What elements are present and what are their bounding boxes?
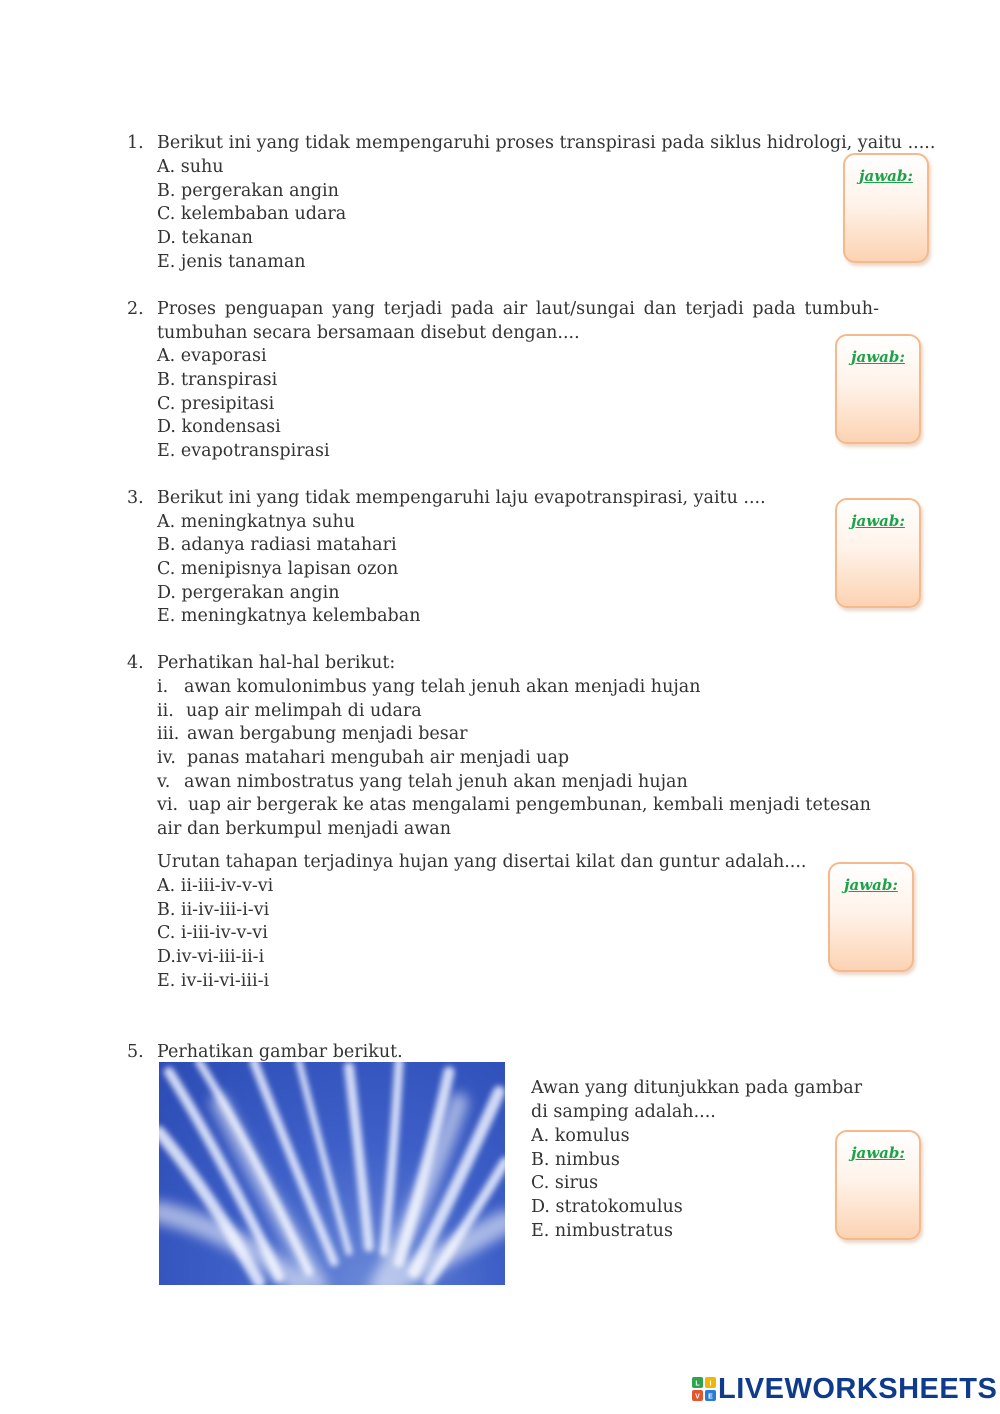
question-1-option-a: A. suhu [157,157,224,177]
logo-badge-letter: E [708,1393,713,1401]
logo-badge-icon [692,1377,716,1401]
question-3-option-b: B. adanya radiasi matahari [157,535,397,555]
question-5-number: 5. [127,1042,144,1062]
cirrus-cloud-photo [159,1062,505,1285]
question-1-number: 1. [127,133,144,153]
question-2-text: Proses penguapan yang terjadi pada air laut/sungai dan terjadi pada tumbuh-tumbuhan secara bersamaan disebut dengan.... [157,299,879,343]
statement-text: uap air melimpah di udara [186,701,422,721]
question-4-option-d: D.iv-vi-iii-ii-i [157,947,265,967]
statement-numeral: iii. [157,724,180,744]
question-4-answer-label: jawab: [844,876,898,894]
question-2-option-c: C. presipitasi [157,394,275,414]
statement-numeral: iv. [157,748,176,768]
question-3-option-a: A. meningkatnya suhu [157,512,356,532]
question-4-option-a: A. ii-iii-iv-v-vi [157,876,274,896]
question-5-option-d: D. stratokomulus [531,1197,683,1217]
question-3-option-d: D. pergerakan angin [157,583,340,603]
question-2-option-a: A. evaporasi [157,346,267,366]
question-5-prompt: Awan yang ditunjukkan pada gambar di samping adalah.... [531,1078,863,1122]
question-5-option-e: E. nimbustratus [531,1221,673,1241]
question-1-answer-box[interactable] [843,153,929,263]
logo-badge-letter: L [695,1380,700,1388]
statement-numeral: ii. [157,701,174,721]
question-1-option-c: C. kelembaban udara [157,204,347,224]
question-5-option-c: C. sirus [531,1173,599,1193]
logo-text: LIVEWORKSHEETS [718,1373,998,1405]
question-4-option-b: B. ii-iv-iii-i-vi [157,900,270,920]
statement-text: awan komulonimbus yang telah jenuh akan menjadi hujan [184,677,701,697]
question-2-answer-label: jawab: [851,348,905,366]
question-2-option-e: E. evapotranspirasi [157,441,330,461]
question-3-text: Berikut ini yang tidak mempengaruhi laju evapotranspirasi, yaitu .... [157,488,766,508]
question-5-text: Perhatikan gambar berikut. [157,1042,403,1062]
statement-text: panas matahari mengubah air menjadi uap [187,748,570,768]
question-1-answer-label: jawab: [859,167,913,185]
question-4-text: Perhatikan hal-hal berikut: [157,653,396,673]
question-1-option-d: D. tekanan [157,228,253,248]
question-2-answer-box[interactable] [835,334,921,444]
cloud-streaks-graphic [159,1062,505,1285]
question-2-option-d: D. kondensasi [157,417,281,437]
statement-numeral: i. [157,677,169,697]
question-1-option-b: B. pergerakan angin [157,181,339,201]
logo-badge-letter: I [709,1380,712,1388]
logo-badge-letter: V [695,1393,700,1401]
question-3-option-e: E. meningkatnya kelembaban [157,606,421,626]
statement-text: uap air bergerak ke atas mengalami pengembunan, kembali menjadi tetesan air dan berkumpul menjadi awan [157,795,871,839]
statement-text: awan nimbostratus yang telah jenuh akan menjadi hujan [184,772,688,792]
question-3-number: 3. [127,488,144,508]
question-3-option-c: C. menipisnya lapisan ozon [157,559,399,579]
question-5-answer-label: jawab: [851,1144,905,1162]
question-5-option-b: B. nimbus [531,1150,620,1170]
question-4-option-e: E. iv-ii-vi-iii-i [157,971,270,991]
statement-text: awan bergabung menjadi besar [187,724,468,744]
question-4-answer-box[interactable] [828,862,914,972]
question-3-answer-label: jawab: [851,512,905,530]
question-3-answer-box[interactable] [835,498,921,608]
statement-numeral: v. [157,772,171,792]
statement-numeral: vi. [157,795,179,815]
question-4-prompt: Urutan tahapan terjadinya hujan yang disertai kilat dan guntur adalah.... [157,852,807,872]
question-2-number: 2. [127,299,144,319]
question-1-option-e: E. jenis tanaman [157,252,306,272]
question-4-option-c: C. i-iii-iv-v-vi [157,923,268,943]
question-5-option-a: A. komulus [531,1126,630,1146]
question-5-answer-box[interactable] [835,1130,921,1240]
question-2-option-b: B. transpirasi [157,370,278,390]
question-4-number: 4. [127,653,144,673]
question-1-text: Berikut ini yang tidak mempengaruhi proses transpirasi pada siklus hidrologi, yaitu ..... [157,133,936,153]
